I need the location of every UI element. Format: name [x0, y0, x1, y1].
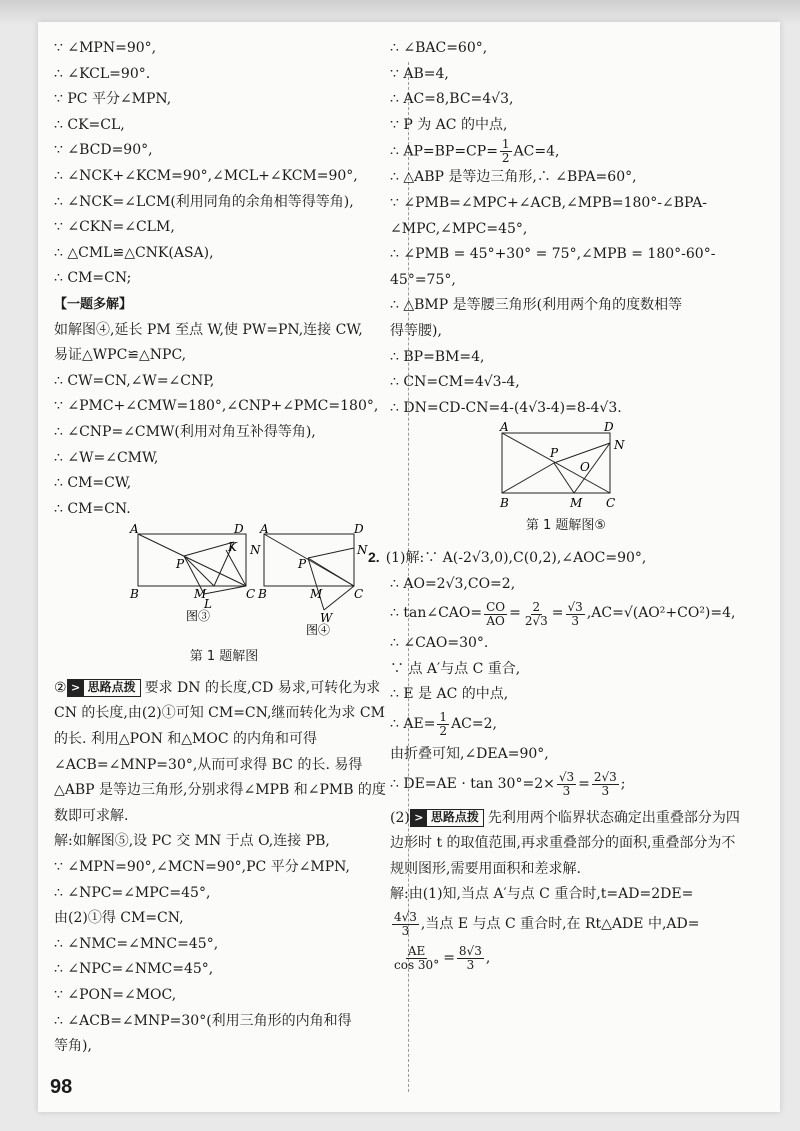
text-line: 如解图④,延长 PM 至点 W,使 PW=PN,连接 CW, — [54, 321, 363, 338]
scan-top-edge — [0, 0, 800, 24]
text-line: ∴ E 是 AC 的中点, — [390, 686, 509, 703]
text-line: 得等腰), — [390, 323, 442, 340]
text-line: ∴ △BMP 是等腰三角形(利用两个角的度数相等 — [390, 297, 683, 314]
hint-text: 要求 DN 的长度,CD 易求,可转化为求 CN 的长度,由(2)①可知 CM=CN,继而转化为求 CM 的长. 利用△PON 和△MOC 的内角和可得∠ACB=∠MNP=30°,从而可求得 BC 的长. 易得△ABP 是等边三角形,分别求得∠MPB 和∠PMB 的度数即可求解. — [54, 679, 386, 824]
text-line: ∵ ∠PON=∠MOC, — [54, 987, 177, 1003]
text-line: 由(2)①得 CM=CN, — [54, 910, 184, 927]
fig3-label-b: B — [130, 587, 139, 602]
text-line: ∠MPC,∠MPC=45°, — [390, 220, 528, 237]
text-line: 45°=75°, — [390, 271, 456, 288]
fold-line: 由折叠可知,∠DEA=90°, — [390, 745, 549, 762]
text-line: ∴ ∠PMB = 45°+30° = 75°,∠MPB = 180°-60°- — [390, 246, 716, 263]
left-column — [54, 36, 394, 1060]
hint-paragraph-2: (2) > 思路点拨 先利用两个临界状态确定出重叠部分为四边形时 t 的取值范围,再求重叠部分的面积,重叠部分为不规则图形,需要用面积和差求解. — [390, 809, 740, 877]
fig3-label-d: D — [234, 524, 244, 537]
arrow-icon: > — [411, 810, 427, 826]
ap-line: ∴ AP=BP=CP= $\frac{1}{2}$ AC=4, — [390, 137, 560, 166]
ae-line: ∴ AE= $\frac{1}{2}$ AC=2, — [390, 710, 497, 739]
fig4-label-a: A — [260, 524, 269, 537]
text-line: ∴ CK=CL, — [54, 116, 125, 133]
frac-half: $\frac{1}{2}$ — [501, 137, 510, 166]
text-line: ∵ ∠MPN=90°, — [54, 40, 157, 56]
fig5-label-p: P — [550, 446, 559, 461]
fig4-label-b: B — [258, 587, 267, 602]
text-line: ∴ △CML≌△CNK(ASA), — [54, 244, 214, 261]
fig5-label-b: B — [500, 496, 509, 511]
text-line: 等角), — [54, 1038, 92, 1055]
text-line: ∴ ∠CNP=∠CMW(利用对角互补得等角), — [54, 423, 316, 440]
hint-tag-2: > 思路点拨 — [410, 809, 484, 827]
figure-5 — [390, 421, 742, 513]
de-line: ∴ DE=AE · tan 30°=2× $\frac{√3}{3}$ = $\frac{2√3}{3}$ ; — [390, 770, 626, 799]
question-number: 2. — [368, 549, 380, 565]
fig5-label-d: D — [604, 421, 614, 435]
fig4-label-p: P — [298, 557, 307, 572]
text-line: ∴ ∠NPC=∠MPC=45°, — [54, 884, 211, 901]
figure-4 — [264, 534, 354, 610]
multi-solution-heading: 【一题多解】 — [54, 296, 133, 312]
figure-3-4-svg — [54, 524, 394, 650]
fig3-label-m: M — [194, 587, 207, 602]
text-line: ∴ AC=8,BC=4√3, — [390, 91, 514, 108]
text-line: ∵ AB=4, — [390, 65, 449, 82]
fig5-label-o: O — [580, 460, 590, 475]
page-number: 98 — [50, 1076, 73, 1098]
text-line: ∴ CM=CW, — [54, 475, 132, 492]
text-line: ∵ ∠PMB=∠MPC+∠ACB,∠MPB=180°-∠BPA- — [390, 195, 708, 212]
text-line: ∴ ∠KCL=90°. — [54, 65, 151, 82]
figure-5-svg — [390, 421, 742, 513]
fig3-label-n: N — [250, 543, 261, 558]
text-line: ∵ PC 平分∠MPN, — [54, 91, 172, 108]
fig5-label-c: C — [606, 496, 616, 511]
text-line: ∴ ∠CAO=30°. — [390, 635, 489, 652]
text-line: ∴ ∠NCK+∠KCM=90°,∠MCL+∠KCM=90°, — [54, 167, 358, 184]
text-line: ∴ CW=CN,∠W=∠CNP, — [54, 372, 215, 389]
solution-line-3: $\frac{AE}{\cos 30^\circ}$ = $\frac{8√3}{3}$ , — [394, 944, 491, 973]
tan-line: ∴ tan∠CAO= $\frac{CO}{AO}$ = $\frac{2}{2√3}$ = $\frac{√3}{3}$ ,AC=√(AO²+CO²)=4, — [390, 599, 736, 628]
fig3-label-a: A — [130, 524, 139, 537]
fig4-label-m: M — [310, 587, 323, 602]
text-line: ∵ ∠MPN=90°,∠MCN=90°,PC 平分∠MPN, — [54, 859, 350, 876]
figures-3-4 — [54, 524, 394, 650]
hint-number: ② — [54, 679, 67, 696]
fig4-label-c: C — [354, 587, 364, 602]
right-column — [368, 36, 742, 976]
text-line: ∴ DN=CD-CN=4-(4√3-4)=8-4√3. — [390, 399, 622, 416]
text-line: 解:如解图⑤,设 PC 交 MN 于点 O,连接 PB, — [54, 833, 330, 850]
q2-first-line: 2. (1)解:∵ A(-2√3,0),C(0,2),∠AOC=90°, — [368, 549, 647, 566]
fig3-caption: 图③ — [186, 609, 211, 624]
text-line: ∵ ∠CKN=∠CLM, — [54, 219, 175, 236]
solution-line-2: $\frac{4√3}{3}$ ,当点 E 与点 C 重合时,在 Rt△ADE 中,AD= — [394, 910, 700, 939]
hint-text-2: 先利用两个临界状态确定出重叠部分为四边形时 t 的取值范围,再求重叠部分的面积,重叠部分为不规则图形,需要用面积和差求解. — [390, 809, 740, 877]
fig4-caption: 图④ — [306, 623, 331, 638]
text-line: ∵ P 为 AC 的中点, — [390, 116, 508, 133]
text-line: ∴ BP=BM=4, — [390, 348, 485, 365]
fig5-label-a: A — [500, 421, 509, 435]
text-line: ∴ CM=CN. — [54, 500, 131, 517]
fig5-label-n: N — [614, 438, 625, 453]
text-line: ∵ 点 A′与点 C 重合, — [390, 660, 521, 677]
hint-tag: > 思路点拨 — [67, 679, 141, 697]
text-line: ∴ ∠W=∠CMW, — [54, 449, 159, 466]
fig3-label-k: K — [228, 540, 237, 555]
text-line: ∴ CM=CN; — [54, 270, 132, 287]
figure-5-caption: 第 1 题解图⑤ — [525, 518, 607, 534]
text-line: ∵ ∠BCD=90°, — [54, 142, 153, 159]
fig4-label-n: N — [357, 543, 368, 558]
q2-line: ∴ AO=2√3,CO=2, — [390, 575, 516, 592]
fig4-label-d: D — [354, 524, 364, 537]
text-line: ∴ △ABP 是等边三角形,∴ ∠BPA=60°, — [390, 169, 637, 186]
figures-caption: 第 1 题解图 — [189, 649, 259, 665]
text-line: ∵ ∠PMC+∠CMW=180°,∠CNP+∠PMC=180°, — [54, 398, 379, 415]
fig3-label-p: P — [176, 557, 185, 572]
text-line: 易证△WPC≌△NPC, — [54, 347, 187, 364]
text-line: ∴ ∠BAC=60°, — [390, 40, 488, 56]
fig3-label-c: C — [246, 587, 256, 602]
text-line: ∴ ∠NCK=∠LCM(利用同角的余角相等得等角), — [54, 193, 354, 210]
text-line: ∴ ∠ACB=∠MNP=30°(利用三角形的内角和得 — [54, 1012, 352, 1029]
arrow-icon: > — [68, 680, 84, 696]
fig4-label-w: W — [320, 611, 333, 626]
fig5-label-m: M — [570, 496, 583, 511]
text-line: ∴ ∠NMC=∠MNC=45°, — [54, 935, 219, 952]
solution-line-1: 解:由(1)知,当点 A′与点 C 重合时,t=AD=2DE= — [390, 886, 694, 903]
fig3-label-l: L — [204, 597, 212, 612]
text-line: ∴ CN=CM=4√3-4, — [390, 374, 520, 391]
text-line: ∴ ∠NPC=∠NMC=45°, — [54, 961, 214, 978]
hint-paragraph — [54, 676, 394, 830]
